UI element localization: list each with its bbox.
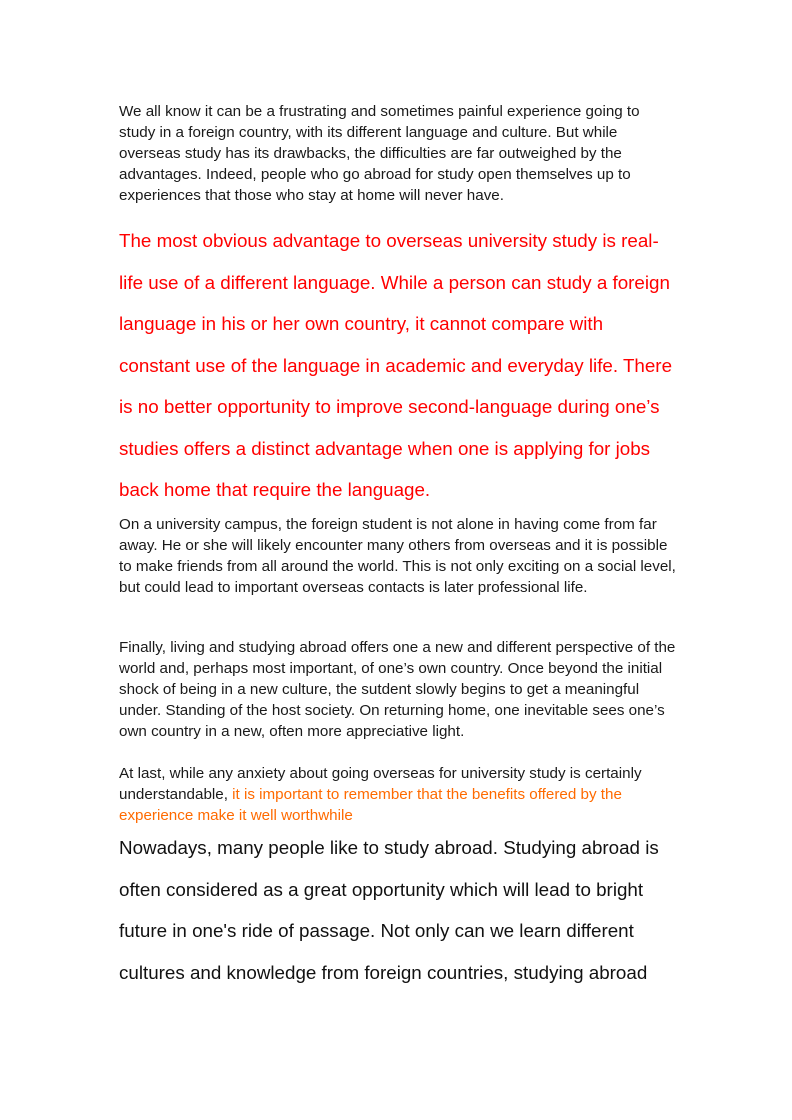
conclusion-text: At last, while any anxiety about going overseas for university study is certainly understandable, [119, 765, 642, 803]
campus-friends-paragraph: On a university campus, the foreign student is not alone in having come from far away. He or she will likely encounter many others from overseas and it is possible to make friends from all around the world. This is not only exciting on a social level, but could lead to important overseas contacts is later professional life. [119, 516, 676, 596]
conclusion-paragraph [119, 763, 679, 826]
intro-paragraph: We all know it can be a frustrating and sometimes painful experience going to study in a foreign country, with its different language and culture. But while overseas study has its drawbacks, the difficulties are far outweighed by the advantages. Indeed, people who go abroad for study open themselves up to experiences that those who stay at home will never have. [119, 103, 640, 204]
language-advantage-paragraph: The most obvious advantage to overseas university study is real-life use of a different language. While a person can study a foreign language in his or her own country, it cannot compare with constant use of the language in academic and everyday life. There is no better opportunity to improve second-language during one’s studies offers a distinct advantage when one is applying for jobs back home that require the language. [119, 230, 673, 500]
nowadays-paragraph: Nowadays, many people like to study abroad. Studying abroad is often considered as a great opportunity which will lead to bright future in one's ride of passage. Not only can we learn different cultures and knowledge from foreign countries, studying abroad [119, 837, 659, 983]
conclusion-highlight: it is important to remember that the benefits offered by the experience make it well worthwhile [119, 786, 622, 824]
perspective-paragraph: Finally, living and studying abroad offers one a new and different perspective of the world and, perhaps most important, of one’s own country. Once beyond the initial shock of being in a new culture, the sutdent slowly begins to get a meaningful under. Standing of the host society. On returning home, one inevitable sees one’s own country in a new, often more appreciative light. [119, 639, 676, 740]
